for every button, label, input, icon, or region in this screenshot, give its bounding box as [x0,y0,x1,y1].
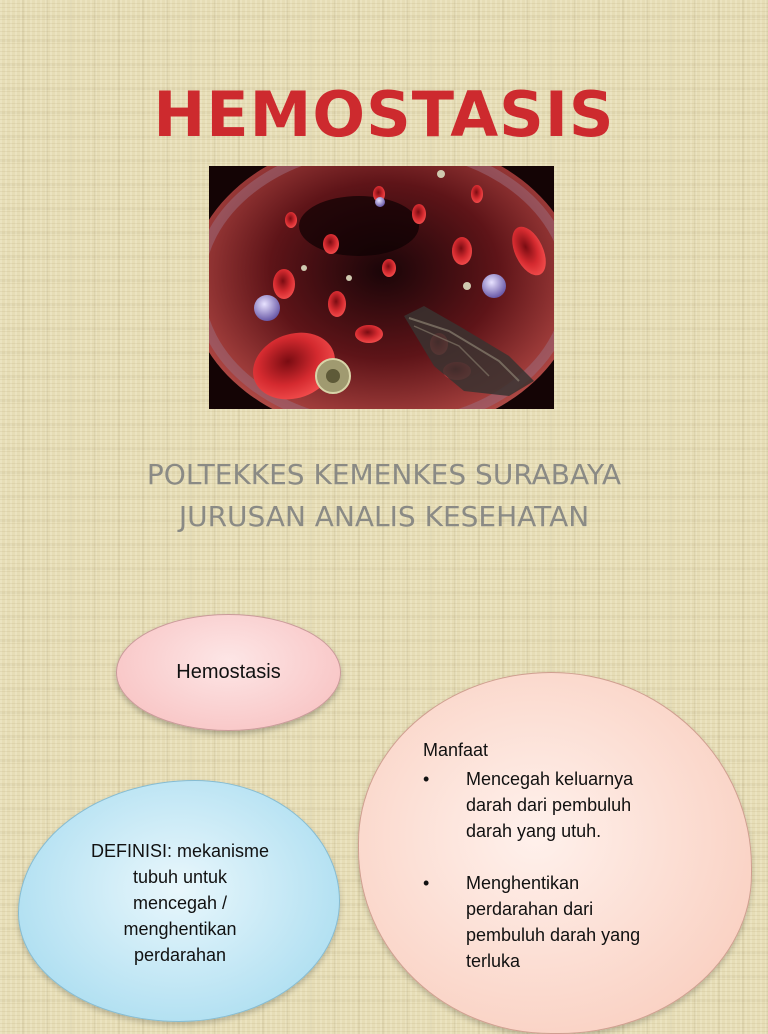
benefit-line: darah yang utuh. [466,821,602,841]
hemostasis-topic-bubble [116,614,341,731]
definition-line: DEFINISI: mekanisme [90,841,270,861]
benefit-item [423,870,693,974]
definition-line: mencegah / [132,893,228,913]
bullet-icon: • [423,873,430,893]
benefits-list [423,766,693,974]
benefit-line: terluka [466,951,521,971]
benefit-line: pembuluh darah yang [466,925,641,945]
benefit-line: perdarahan dari [466,899,594,919]
benefit-item [423,766,693,844]
definition-line: menghentikan [123,919,237,939]
slide-title: HEMOSTASIS [153,78,615,151]
bullet-icon: • [423,769,430,789]
department-name: JURUSAN ANALIS KESEHATAN [178,500,590,533]
definition-text [70,838,290,968]
topic-label: Hemostasis [176,661,281,683]
institution-name: POLTEKKES KEMENKES SURABAYA [146,458,622,491]
blood-vessel-image [209,166,554,409]
blood-vessel-illustration [209,166,554,409]
definition-line: tubuh untuk [132,867,228,887]
benefit-line: Menghentikan [466,873,580,893]
benefit-line: darah dari pembuluh [466,795,632,815]
benefit-line: Mencegah keluarnya [466,769,634,789]
benefits-heading: Manfaat [423,740,489,760]
definition-line: perdarahan [133,945,227,965]
